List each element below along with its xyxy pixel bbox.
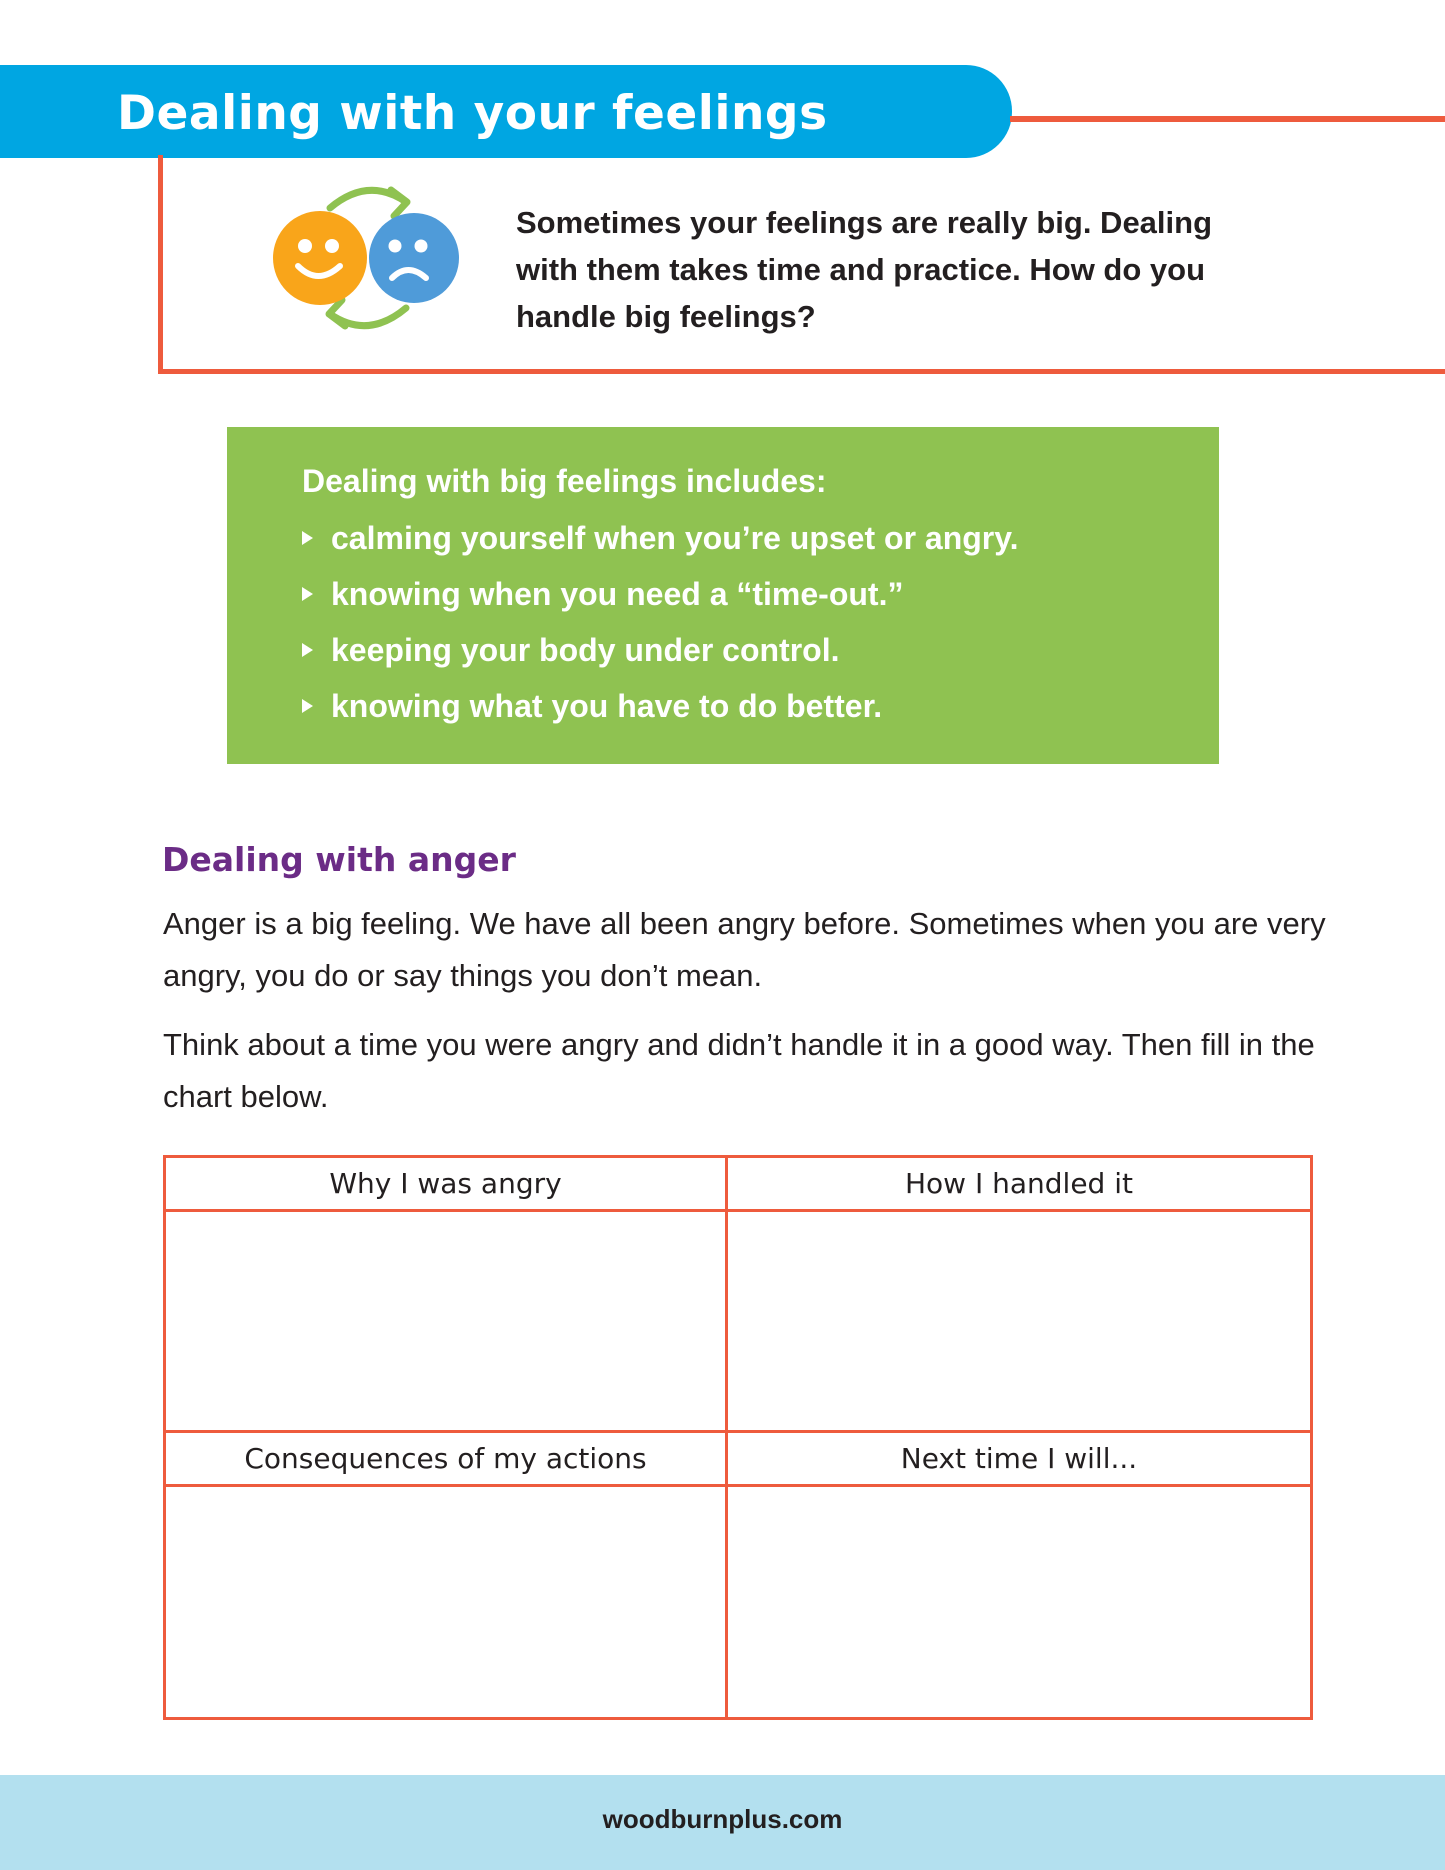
list-item-text: calming yourself when you’re upset or angry. xyxy=(331,520,1019,556)
list-item xyxy=(302,678,1019,734)
triangle-bullet-icon xyxy=(302,587,313,601)
info-box-heading: Dealing with big feelings includes: xyxy=(302,463,827,499)
anger-paragraph: Anger is a big feeling. We have all been angry before. Sometimes when you are very angry, you do or say things you don’t mean. xyxy=(163,906,1326,993)
chart-cell-why[interactable] xyxy=(166,1212,725,1433)
instructions-paragraph: Think about a time you were angry and didn’t handle it in a good way. Then fill in the chart below. xyxy=(163,1027,1315,1114)
footer-site-link[interactable]: woodburnplus.com xyxy=(602,1804,843,1834)
list-item xyxy=(302,566,1019,622)
list-item-text: knowing what you have to do better. xyxy=(331,688,883,724)
feelings-cycle-icon xyxy=(268,178,468,338)
sad-face-icon xyxy=(369,213,459,303)
triangle-bullet-icon xyxy=(302,699,313,713)
intro-text: Sometimes your feelings are really big. Dealing with them takes time and practice. How do you handle big feelings? xyxy=(516,205,1213,334)
list-item xyxy=(302,622,1019,678)
happy-face-icon xyxy=(273,211,367,305)
page-title: Dealing with your feelings xyxy=(117,86,828,141)
chart-header-why: Why I was angry xyxy=(166,1158,725,1212)
chart-header-how: How I handled it xyxy=(725,1158,1310,1212)
list-item-text: knowing when you need a “time-out.” xyxy=(331,576,904,612)
list-item xyxy=(302,510,1019,566)
anger-chart xyxy=(163,1155,1313,1720)
chart-header-consequences: Consequences of my actions xyxy=(166,1433,725,1487)
info-box-list xyxy=(302,510,1019,734)
triangle-bullet-icon xyxy=(302,531,313,545)
chart-cell-consequences[interactable] xyxy=(166,1487,725,1717)
header-rule xyxy=(1010,116,1445,122)
triangle-bullet-icon xyxy=(302,643,313,657)
chart-cell-next-time[interactable] xyxy=(725,1487,1310,1717)
list-item-text: keeping your body under control. xyxy=(331,632,840,668)
section-title: Dealing with anger xyxy=(162,840,516,879)
chart-cell-how[interactable] xyxy=(725,1212,1310,1433)
chart-header-next-time: Next time I will... xyxy=(725,1433,1310,1487)
